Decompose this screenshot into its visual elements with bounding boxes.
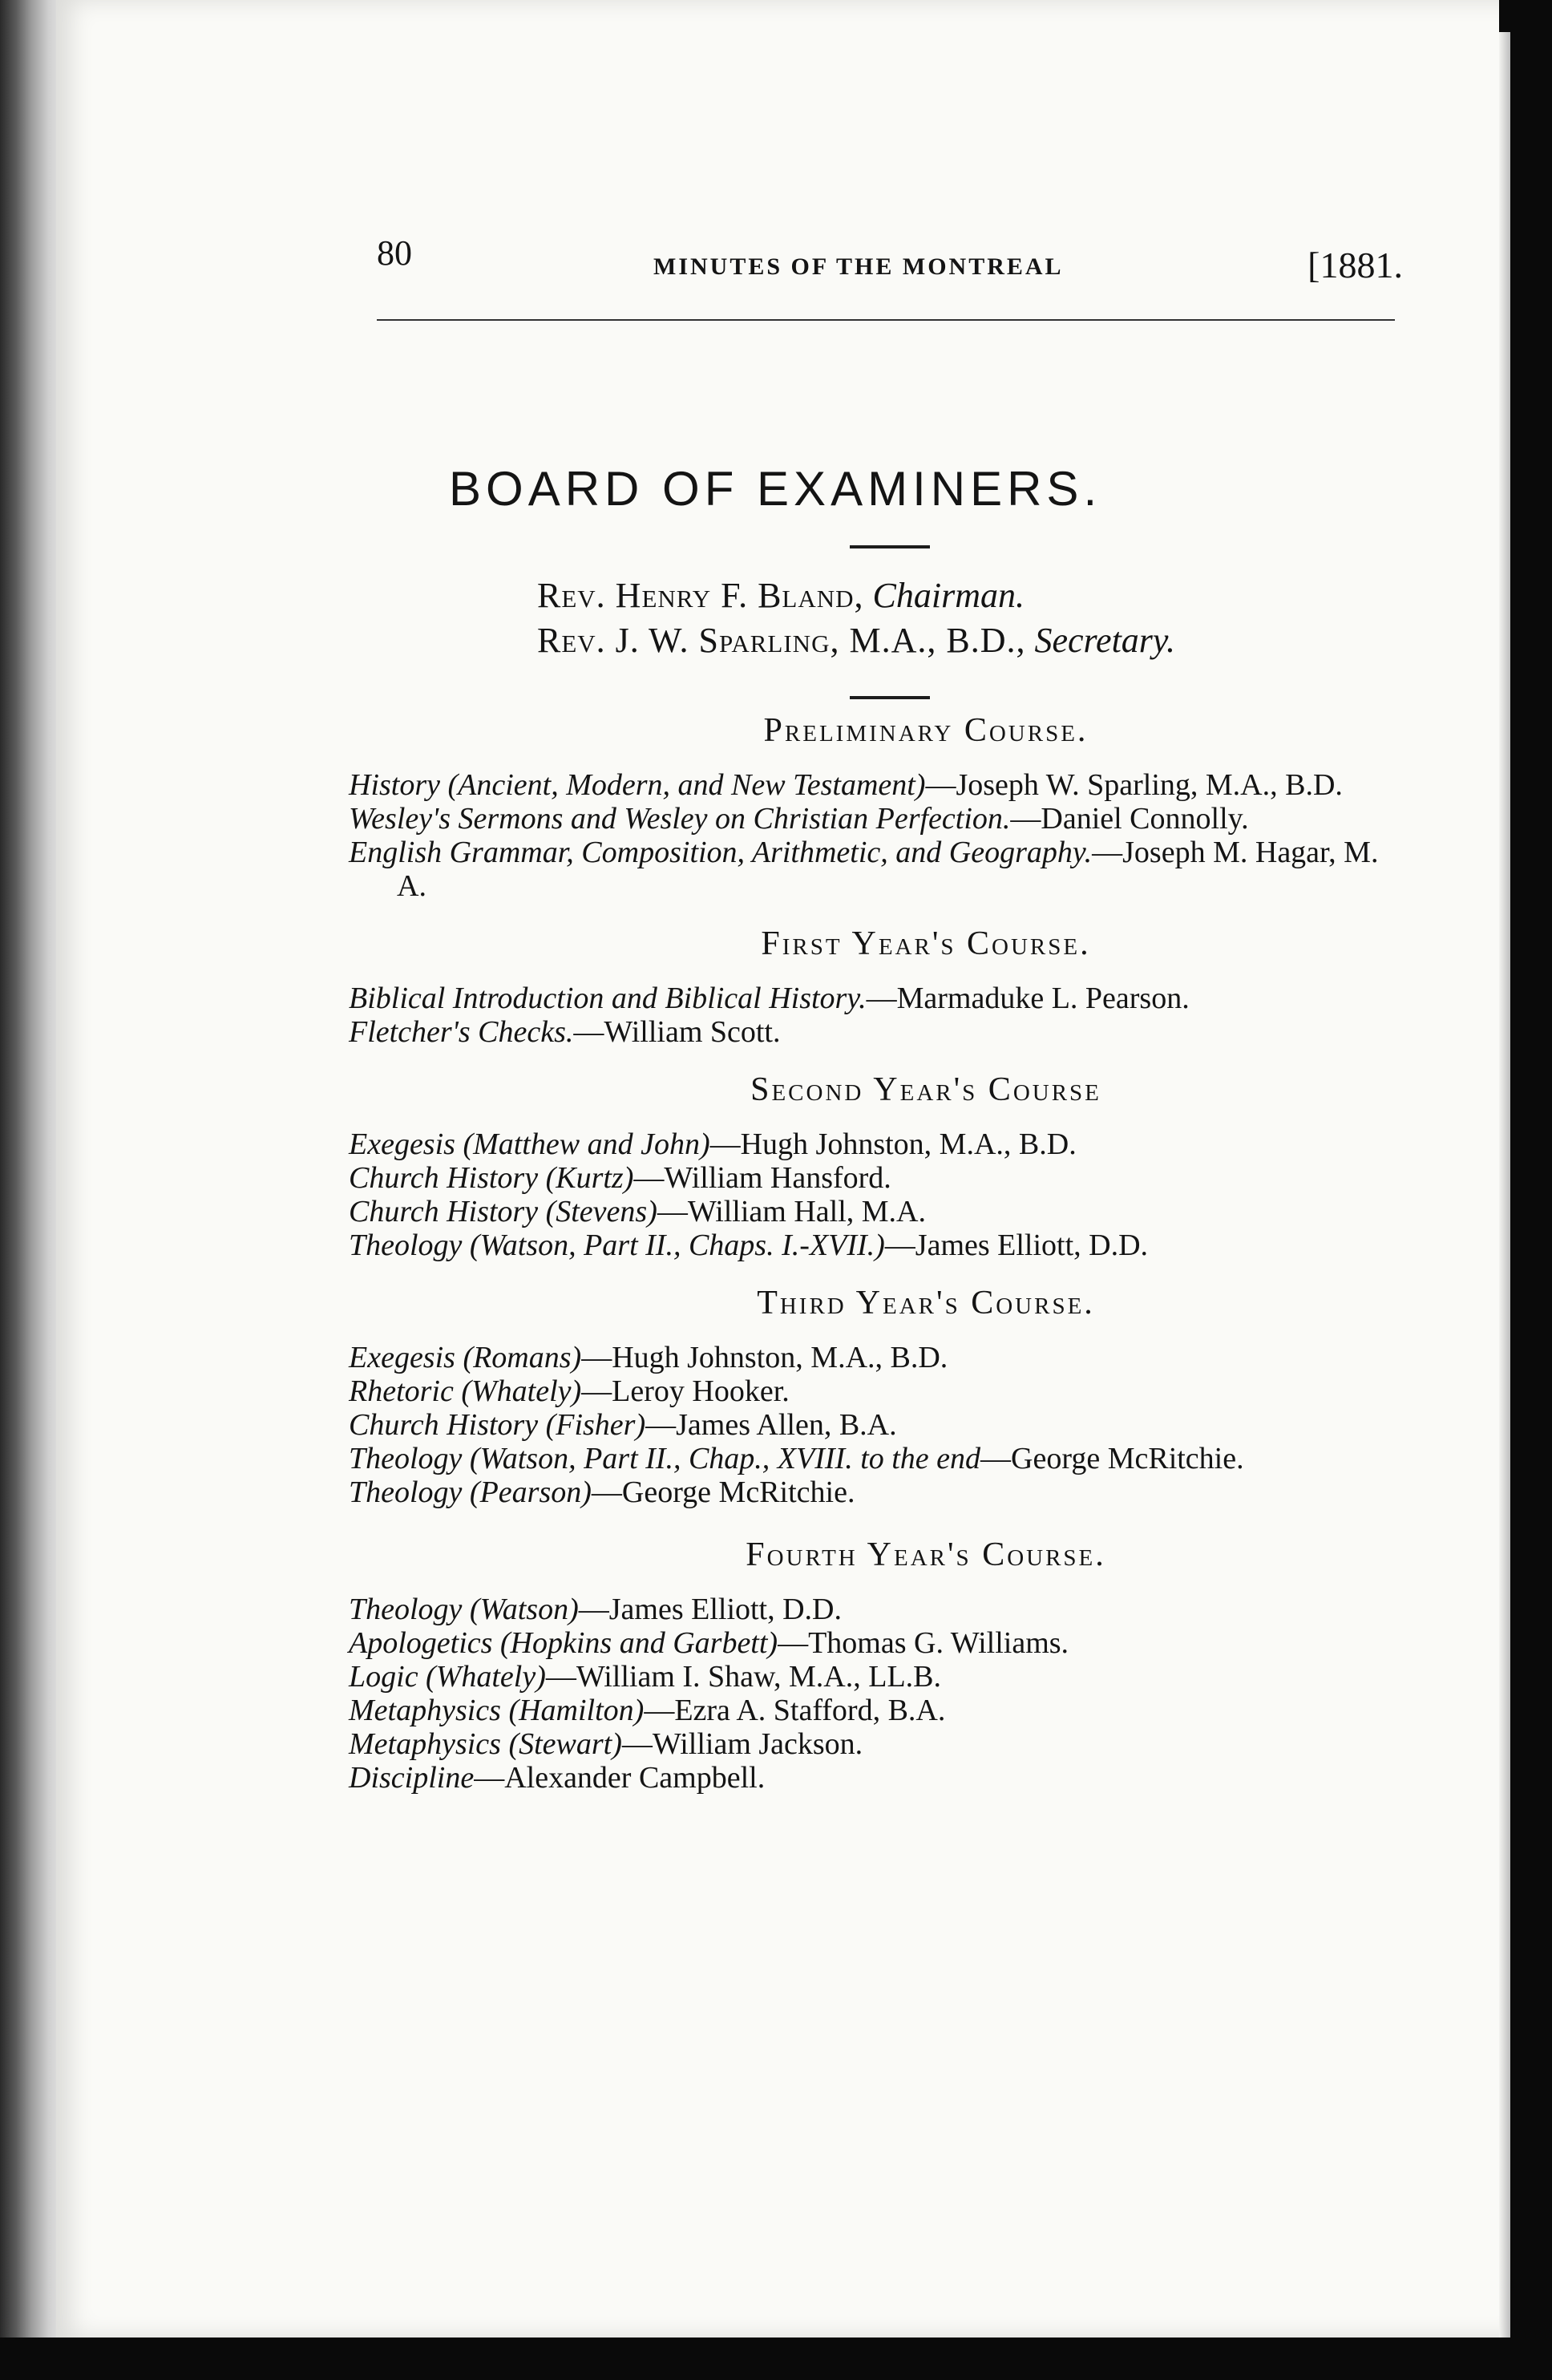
header-rule xyxy=(377,319,1395,321)
page-number: 80 xyxy=(377,233,412,273)
chairman-role: Chairman. xyxy=(872,576,1025,615)
divider-rule xyxy=(850,696,930,699)
entry-subject: Discipline xyxy=(349,1761,475,1795)
entry-examiner: —George McRitchie. xyxy=(980,1442,1244,1475)
entry-subject: Fletcher's Checks. xyxy=(349,1015,574,1049)
section-title-preliminary: Preliminary Course. xyxy=(763,712,1089,749)
entry-examiner: —Alexander Campbell. xyxy=(474,1761,766,1795)
header-year: [1881. xyxy=(1307,245,1403,285)
right-scan-edge xyxy=(1499,0,1552,2380)
list-item xyxy=(349,1195,1391,1228)
list-item xyxy=(349,982,1391,1015)
entry-examiner: —Hugh Johnston, M.A., B.D. xyxy=(709,1127,1077,1161)
list-item xyxy=(349,1015,1391,1049)
entry-subject: Apologetics (Hopkins and Garbett) xyxy=(349,1626,778,1660)
list-item xyxy=(349,1626,1391,1660)
entry-subject: Church History (Stevens) xyxy=(349,1195,657,1228)
list-item xyxy=(349,1694,1391,1727)
entry-examiner: —Hugh Johnston, M.A., B.D. xyxy=(581,1341,948,1374)
entry-examiner: —William Scott. xyxy=(573,1015,781,1049)
entry-examiner: —William Hansford. xyxy=(633,1161,891,1195)
entry-subject: Rhetoric (Whately) xyxy=(349,1374,582,1408)
entry-subject: Theology (Pearson) xyxy=(349,1475,592,1509)
page-title: BOARD OF EXAMINERS. xyxy=(449,462,1102,516)
entry-subject: Biblical Introduction and Biblical History. xyxy=(349,982,867,1015)
entry-examiner: —Daniel Connolly. xyxy=(1010,802,1249,836)
running-title: MINUTES OF THE MONTREAL xyxy=(653,253,1064,280)
entry-subject: Theology (Watson, Part II., Chap., XVIII. to the end xyxy=(349,1442,981,1475)
bottom-scan-edge xyxy=(0,2338,1552,2380)
section-title-second-year: Second Year's Course xyxy=(750,1071,1101,1108)
secretary-line xyxy=(537,618,1419,663)
entry-examiner: —William Jackson. xyxy=(621,1727,863,1761)
list-item xyxy=(349,1374,1391,1408)
next-page-edge xyxy=(1499,32,1510,2342)
courses-content xyxy=(349,714,1391,1795)
entry-subject: Theology (Watson, Part II., Chaps. I.-XVII.) xyxy=(349,1228,885,1262)
list-item xyxy=(349,768,1391,802)
list-item xyxy=(349,802,1391,836)
secretary-name: Rev. J. W. Sparling, M.A., B.D., xyxy=(537,621,1026,660)
list-item xyxy=(349,1442,1391,1475)
list-item xyxy=(349,1593,1391,1626)
list-item xyxy=(349,1341,1391,1374)
entry-subject: English Grammar, Composition, Arithmetic, and Geography. xyxy=(349,836,1093,869)
entry-subject: History (Ancient, Modern, and New Testament) xyxy=(349,768,926,802)
list-item xyxy=(349,1727,1391,1761)
entry-subject: Metaphysics (Stewart) xyxy=(349,1727,622,1761)
entry-examiner: —James Allen, B.A. xyxy=(645,1408,897,1442)
entry-examiner: —Thomas G. Williams. xyxy=(778,1626,1069,1660)
entry-examiner: —Leroy Hooker. xyxy=(581,1374,790,1408)
section-title-fourth-year: Fourth Year's Course. xyxy=(746,1536,1106,1573)
entry-subject: Exegesis (Romans) xyxy=(349,1341,582,1374)
chairman-line xyxy=(537,573,1419,618)
list-item xyxy=(349,1660,1391,1694)
running-header xyxy=(377,233,1403,297)
section-title-third-year: Third Year's Course. xyxy=(757,1285,1095,1322)
entry-examiner: —Marmaduke L. Pearson. xyxy=(866,982,1190,1015)
entry-examiner: —William Hall, M.A. xyxy=(657,1195,926,1228)
entry-examiner: —James Elliott, D.D. xyxy=(884,1228,1149,1262)
list-item xyxy=(349,1228,1391,1262)
list-item xyxy=(349,836,1391,903)
entry-subject: Church History (Kurtz) xyxy=(349,1161,634,1195)
list-item xyxy=(349,1127,1391,1161)
entry-examiner: —George McRitchie. xyxy=(591,1475,855,1509)
entry-subject: Theology (Watson) xyxy=(349,1593,579,1626)
entry-examiner: —Ezra A. Stafford, B.A. xyxy=(644,1694,946,1727)
entry-examiner: —Joseph W. Sparling, M.A., B.D. xyxy=(925,768,1343,802)
entry-subject: Wesley's Sermons and Wesley on Christian Perfection. xyxy=(349,802,1011,836)
list-item xyxy=(349,1475,1391,1509)
list-item xyxy=(349,1761,1391,1795)
entry-subject: Church History (Fisher) xyxy=(349,1408,646,1442)
divider-rule xyxy=(850,545,930,548)
secretary-role: Secretary. xyxy=(1034,621,1176,660)
entry-examiner: —James Elliott, D.D. xyxy=(578,1593,843,1626)
entry-subject: Metaphysics (Hamilton) xyxy=(349,1694,645,1727)
chairman-name: Rev. Henry F. Bland, xyxy=(537,576,864,615)
list-item xyxy=(349,1161,1391,1195)
list-item xyxy=(349,1408,1391,1442)
section-title-first-year: First Year's Course. xyxy=(761,925,1091,962)
entry-subject: Exegesis (Matthew and John) xyxy=(349,1127,710,1161)
entry-subject: Logic (Whately) xyxy=(349,1660,546,1694)
entry-examiner: —Joseph M. Hagar, M. A. xyxy=(397,836,1379,903)
entry-examiner: —William I. Shaw, M.A., LL.B. xyxy=(545,1660,942,1694)
officers-block xyxy=(537,573,1419,663)
